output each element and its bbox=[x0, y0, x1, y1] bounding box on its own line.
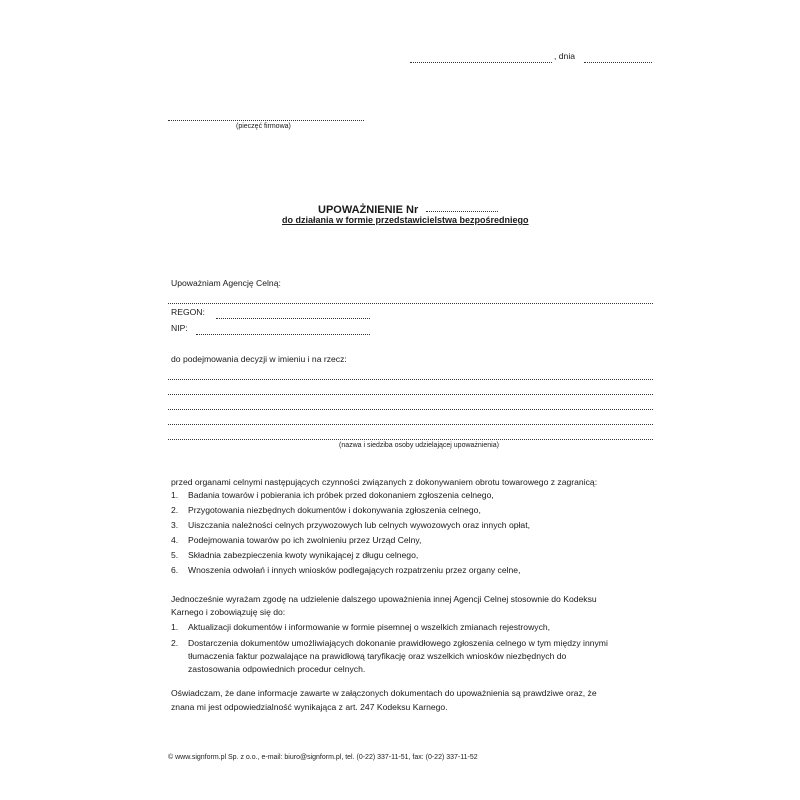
date-field bbox=[584, 62, 652, 63]
principal-caption: (nazwa i siedziba osoby udzielającej upoważnienia) bbox=[339, 442, 499, 449]
place-field bbox=[410, 62, 552, 63]
principal-line-2 bbox=[168, 394, 653, 395]
nip-field bbox=[196, 334, 370, 335]
document-subtitle: do działania w formie przedstawicielstwa bezpośredniego bbox=[282, 215, 529, 225]
list-item: 1. Badania towarów i pobierania ich próbek przed dokonaniem zgłoszenia celnego, bbox=[171, 490, 494, 500]
agency-intro: Upoważniam Agencję Celną: bbox=[171, 278, 281, 288]
stamp-line bbox=[168, 120, 364, 121]
scope-list bbox=[171, 488, 530, 578]
scope-intro: przed organami celnymi następujących czynności związanych z dokonywaniem obrotu towarowego z zagranicą: bbox=[171, 477, 598, 487]
principal-line-1 bbox=[168, 379, 653, 380]
consent-line-1: Jednocześnie wyrażam zgodę na udzielenie dalszego upoważnienia innej Agencji Celnej stosownie do Kodeksu bbox=[171, 594, 597, 604]
principal-line-3 bbox=[168, 409, 653, 410]
regon-label: REGON: bbox=[171, 307, 205, 317]
list-item: 4. Podejmowania towarów po ich zwolnieniu przez Urząd Celny, bbox=[171, 535, 422, 545]
title-text: UPOWAŻNIENIE Nr bbox=[318, 204, 419, 216]
principal-line-4 bbox=[168, 424, 653, 425]
list-item: 3. Uiszczania należności celnych przywozowych lub celnych wywozowych oraz innych opłat, bbox=[171, 520, 530, 530]
declaration-line-1: Oświadczam, że dane informacje zawarte w załączonych dokumentach do upoważnienia są prawdziwe oraz, że bbox=[171, 688, 597, 698]
number-field bbox=[426, 211, 498, 212]
list-item: 2. Dostarczenia dokumentów umożliwiających dokonanie prawidłowego zgłoszenia celnego w tym między innymi tłumaczenia faktur pozwalające na prawidłową taryfikację oraz wszelkich wniosków niezbędnych do zastosowania odpowiednich procedur celnych. bbox=[171, 638, 608, 674]
regon-field bbox=[216, 318, 370, 319]
date-label: , dnia bbox=[554, 51, 576, 61]
list-item: 2. Przygotowania niezbędnych dokumentów i dokonywania zgłoszenia celnego, bbox=[171, 505, 481, 515]
agency-name-field bbox=[168, 303, 653, 304]
principal-intro: do podejmowania decyzji w imieniu i na rzecz: bbox=[171, 354, 347, 364]
list-item: 6. Wnoszenia odwołań i innych wniosków podlegających rozpatrzeniu przez organy celne, bbox=[171, 565, 521, 575]
stamp-caption: (pieczęć firmowa) bbox=[236, 123, 291, 130]
declaration-line-2: znana mi jest odpowiedzialność wynikająca z art. 247 Kodeksu Karnego. bbox=[171, 702, 448, 712]
consent-line-2: Karnego i zobowiązuję się do: bbox=[171, 607, 286, 617]
principal-line-5 bbox=[168, 439, 653, 440]
list-item: 1. Aktualizacji dokumentów i informowanie w formie pisemnej o wszelkich zmianach rejestrowych, bbox=[171, 622, 551, 632]
consent-list bbox=[171, 620, 608, 676]
footer-copyright: © www.signform.pl Sp. z o.o., e-mail: biuro@signform.pl, tel. (0-22) 337-11-51, fax: (0-22) 337-11-52 bbox=[168, 754, 478, 761]
list-item: 5. Składnia zabezpieczenia kwoty wynikającej z długu celnego, bbox=[171, 550, 419, 560]
nip-label: NIP: bbox=[171, 323, 188, 333]
